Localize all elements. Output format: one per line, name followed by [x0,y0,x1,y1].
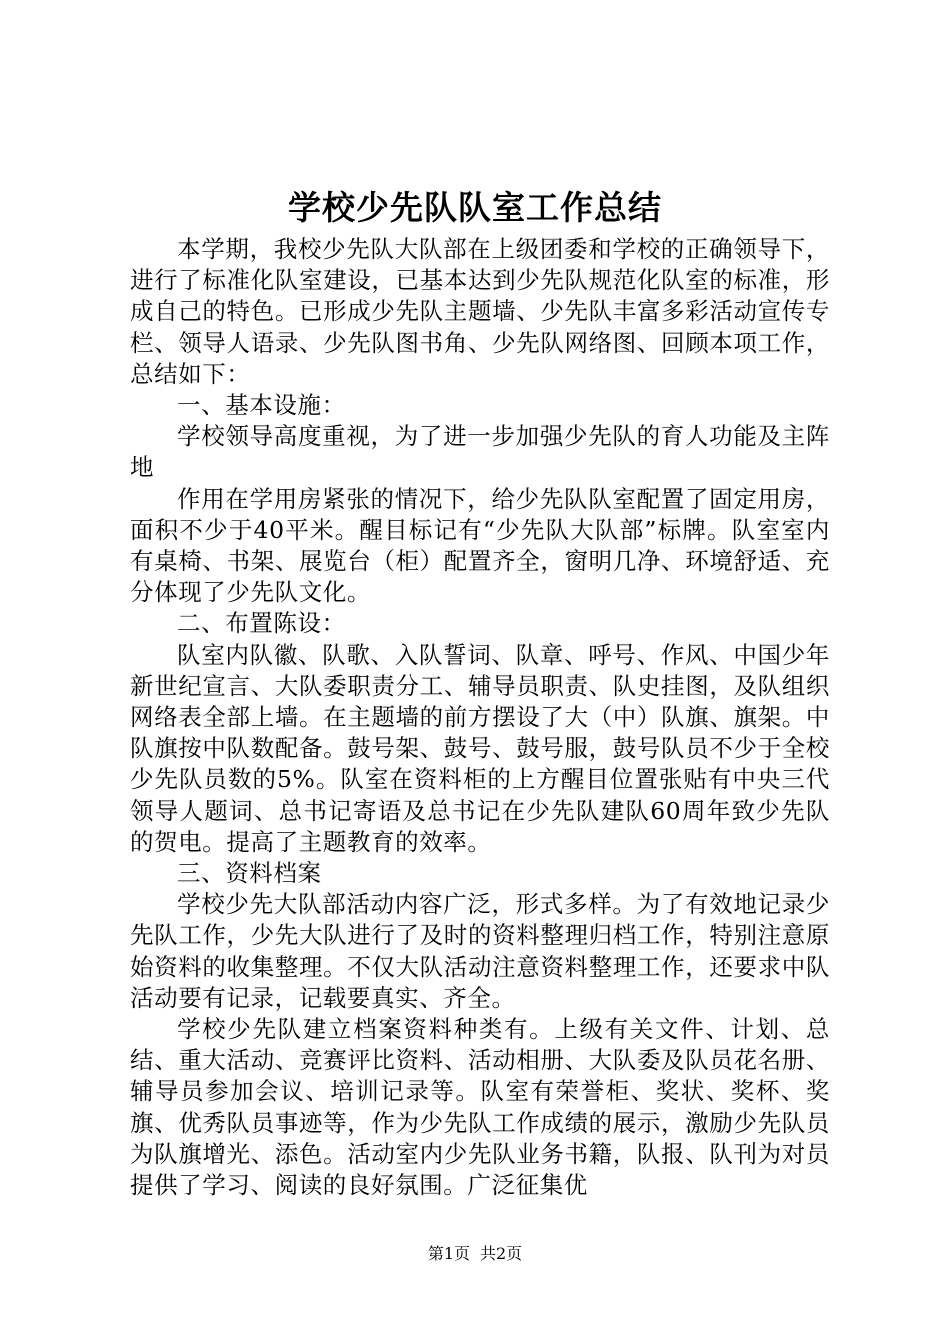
paragraph-archives-1: 学校少先大队部活动内容广泛，形式多样。为了有效地记录少先队工作，少先大队进行了及时的资料整理归档工作，特别注意原始资料的收集整理。不仅大队活动注意资料整理工作，还要求中队活动要有记录，记载要真实、齐全。 [130,890,830,1012]
document-title: 学校少先队队室工作总结 [288,188,662,227]
paragraph-facilities-1: 学校领导高度重视，为了进一步加强少先队的育人功能及主阵地 [130,422,830,482]
page-count: 共2页 [480,1244,523,1263]
section-heading-archives: 三、资料档案 [177,859,322,888]
paragraph-archives-2: 学校少先队建立档案资料种类有。上级有关文件、计划、总结、重大活动、竞赛评比资料、活动相册、大队委及队员花名册、辅导员参加会议、培训记录等。队室有荣誉柜、奖状、奖杯、奖旗、优秀队员事迹等，作为少先队工作成绩的展示，激励少先队员为队旗增光、添色。活动室内少先队业务书籍，队报、队刊为对员提供了学习、阅读的良好氛围。广泛征集优 [130,1015,830,1200]
page-number: 第1页 [427,1244,470,1263]
section-heading-layout: 二、布置陈设： [177,609,346,638]
page-footer [0,1244,950,1264]
document-body [130,234,830,1201]
section-heading-facilities: 一、基本设施： [177,391,346,420]
paragraph-facilities-2: 作用在学用房紧张的情况下，给少先队队室配置了固定用房，面积不少于40平米。醒目标记有“少先队大队部”标牌。队室室内有桌椅、书架、展览台（柜）配置齐全，窗明几净、环境舒适、充分体现了少先队文化。 [130,484,830,607]
paragraph-intro: 本学期，我校少先队大队部在上级团委和学校的正确领导下，进行了标准化队室建设，已基本达到少先队规范化队室的标准，形成自己的特色。已形成少先队主题墙、少先队丰富多彩活动宣传专栏、领导人语录、少先队图书角、少先队网络图、回顾本项工作，总结如下： [130,235,830,388]
paragraph-layout: 队室内队徽、队歌、入队誓词、队章、呼号、作风、中国少年新世纪宣言、大队委职责分工、辅导员职责、队史挂图，及队组织网络表全部上墙。在主题墙的前方摆设了大（中）队旗、旗架。中队旗按中队数配备。鼓号架、鼓号、鼓号服，鼓号队员不少于全校少先队员数的5%。队室在资料柜的上方醒目位置张贴有中央三代领导人题词、总书记寄语及总书记在少先队建队60周年致少先队的贺电。提高了主题教育的效率。 [130,640,830,856]
